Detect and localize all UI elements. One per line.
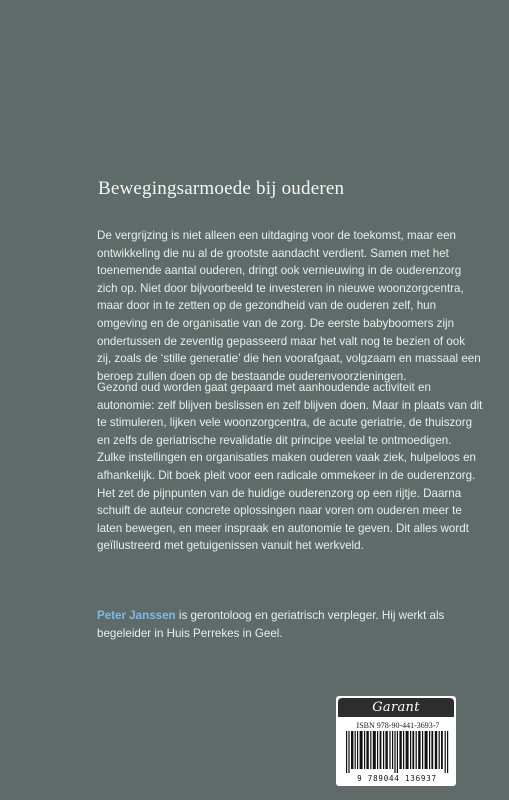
text-line: te stimuleren, lijken vele woonzorgcentra, de acute geriatrie, de thuiszorg — [97, 416, 473, 430]
barcode-icon — [346, 731, 450, 773]
text-line: zich op. Niet door bijvoorbeeld te investeren in nieuwe woonzorgcentra, — [97, 281, 464, 295]
text-line: afhankelijk. Dit boek pleit voor een radicale ommekeer in de ouderenzorg. — [97, 468, 476, 482]
author-bio-line — [97, 607, 457, 625]
text-line: beroep zullen doen op de bestaande ouderenvoorzieningen. — [97, 369, 407, 383]
text-line: De vergrijzing is niet alleen een uitdaging voor de toekomst, maar een — [97, 229, 456, 242]
text-line: laten bewegen, en meer inspraak en autonomie te geven. Dit alles wordt — [97, 521, 469, 535]
author-bio-text: is gerontoloog en geriatrisch verpleger. Hij werkt als — [175, 609, 445, 622]
text-line: schuift de auteur concrete oplossingen naar voren om ouderen meer te — [97, 504, 462, 518]
text-line: en zelfs de geriatrische revalidatie dit principe veelal te ontmoedigen. — [97, 433, 452, 447]
isbn-text: ISBN 978-90-441-3693-7 — [356, 721, 440, 730]
barcode-number: 9 789044 136937 — [357, 774, 437, 783]
text-line: zij, zoals de ‘stille generatie’ die hen voorafgaat, volgzaam en massaal een — [97, 352, 481, 366]
author-bio — [97, 607, 457, 642]
text-line: ontwikkeling die nu al de grootste aandacht verdient. Samen met het — [97, 246, 449, 260]
text-line: toenemende aantal ouderen, dringt ook vernieuwing in de ouderenzorg — [97, 264, 462, 278]
text-line: ondertussen de zeventig gepasseerd maar het valt nog te bezien of ook — [97, 334, 466, 348]
publisher-name: Garant — [372, 700, 420, 715]
text-line: geïllustreerd met getuigenissen vanuit het werkveld. — [97, 539, 364, 553]
author-bio-line: begeleider in Huis Perrekes in Geel. — [97, 626, 283, 640]
text-line: omgeving en de organisatie van de zorg. De eerste babyboomers zijn — [97, 316, 455, 330]
text-line: Zulke instellingen en organisaties maken ouderen vaak ziek, hulpeloos en — [97, 451, 476, 465]
text-line: autonomie: zelf blijven beslissen en zelf blijven doen. Maar in plaats van dit — [97, 398, 483, 412]
description-paragraph-1 — [97, 227, 481, 385]
text-line: maar door in te zetten op de gezondheid van de ouderen zelf, hun — [97, 299, 437, 313]
publisher-logo — [338, 698, 454, 717]
text-line: Gezond oud worden gaat gepaard met aanhoudende activiteit en — [97, 381, 431, 394]
book-title: Bewegingsarmoede bij ouderen — [98, 178, 345, 199]
author-name: Peter Janssen — [97, 609, 176, 622]
text-line: Het zet de pijnpunten van de huidige ouderenzorg op een rijtje. Daarna — [97, 486, 462, 500]
description-paragraph-2 — [97, 379, 483, 555]
